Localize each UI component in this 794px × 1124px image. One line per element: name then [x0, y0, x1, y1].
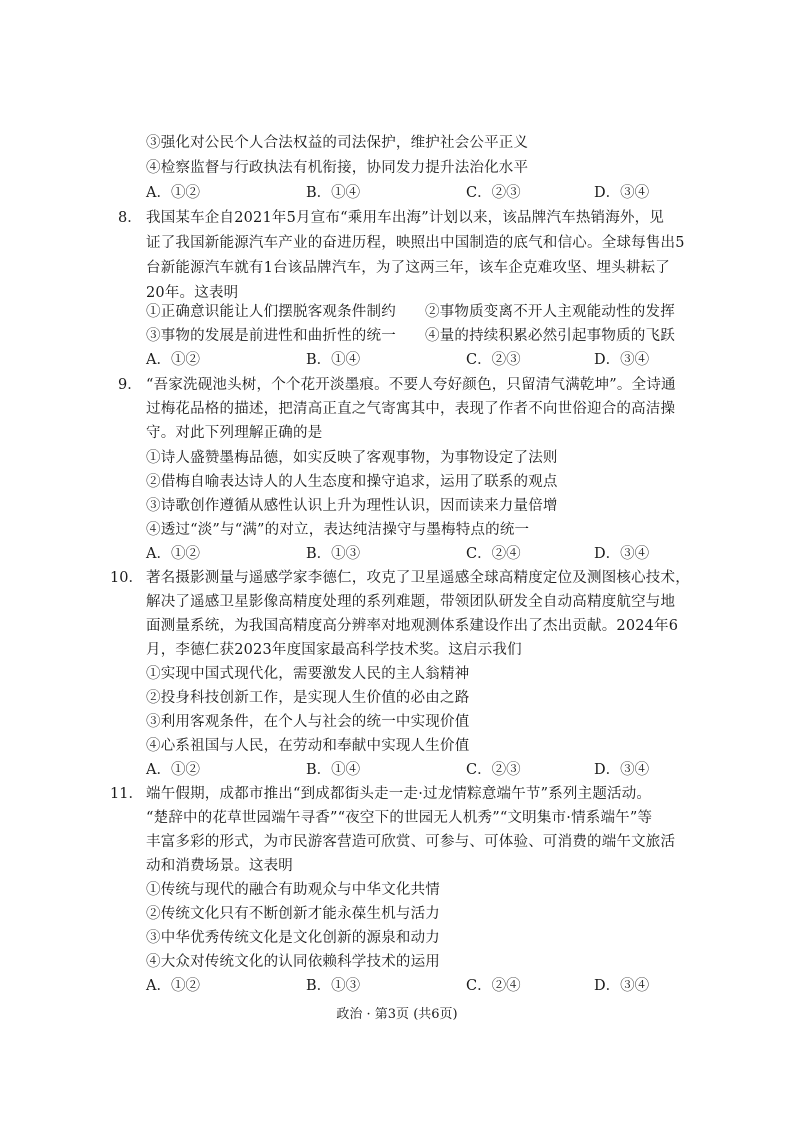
q8-item-3: ③事物的发展是前进性和曲折性的统一 [146, 328, 396, 344]
q10-option-b: B．①④ [306, 762, 361, 778]
q9-option-d: D．③④ [594, 546, 650, 562]
q11-stem-line-3: 丰富多彩的形式，为市民游客营造可欣赏、可参与、可体验、可消费的端午文旅活 [146, 834, 676, 850]
q10-stem-line-4: 月，李德仁获2023年度国家最高科学技术奖。这启示我们 [146, 642, 522, 658]
q11-option-a: A．①② [146, 978, 200, 994]
q8-stem-line-3: 台新能源汽车就有1台该品牌汽车，为了这两三年，该车企克难攻坚、埋头耕耘了 [146, 260, 670, 276]
q9-number: 9． [118, 377, 142, 393]
q11-stem-line-1: 端午假期，成都市推出“到成都街头走一走·过龙情粽意端午节”系列主题活动。 [146, 786, 652, 802]
q10-stem-line-2: 解决了遥感卫星影像高精度处理的系列难题，带领团队研发全自动高精度航空与地 [146, 594, 676, 610]
q10-item-3: ③利用客观条件，在个人与社会的统一中实现价值 [146, 714, 470, 730]
q11-stem-line-4: 动和消费场景。这表明 [146, 858, 293, 874]
q11-option-b: B．①③ [306, 978, 361, 994]
q10-option-c: C．②③ [466, 762, 521, 778]
q10-option-a: A．①② [146, 762, 200, 778]
q10-item-2: ②投身科技创新工作，是实现人生价值的必由之路 [146, 690, 470, 706]
q7-option-b: B．①④ [306, 185, 361, 201]
q8-option-c: C．②③ [466, 352, 521, 368]
q9-stem-line-1: “吾家洗砚池头树，个个花开淡墨痕。不要人夸好颜色，只留清气满乾坤”。全诗通 [146, 377, 676, 393]
q7-item-4: ④检察监督与行政执法有机衔接，协同发力提升法治化水平 [146, 160, 529, 176]
q11-item-4: ④大众对传统文化的认同依赖科学技术的运用 [146, 954, 440, 970]
q9-option-b: B．①③ [306, 546, 361, 562]
q10-stem-line-1: 著名摄影测量与遥感学家李德仁，攻克了卫星遥感全球高精度定位及测图核心技术， [146, 570, 690, 586]
q7-option-a: A．①② [146, 185, 200, 201]
q9-option-a: A．①② [146, 546, 200, 562]
page-footer: 政治 · 第3页 (共6页) [336, 1007, 458, 1022]
q11-option-d: D．③④ [594, 978, 650, 994]
q10-item-1: ①实现中国式现代化，需要激发人民的主人翁精神 [146, 666, 470, 682]
q8-number: 8． [118, 210, 142, 226]
q11-item-3: ③中华优秀传统文化是文化创新的源泉和动力 [146, 930, 440, 946]
q10-number: 10． [110, 570, 143, 586]
q9-stem-line-2: 过梅花品格的描述，把清高正直之气寄寓其中，表现了作者不向世俗迎合的高洁操 [146, 401, 676, 417]
q11-item-2: ②传统文化只有不断创新才能永葆生机与活力 [146, 906, 440, 922]
q10-option-d: D．③④ [594, 762, 650, 778]
q10-item-4: ④心系祖国与人民，在劳动和奉献中实现人生价值 [146, 738, 470, 754]
q9-item-3: ③诗歌创作遵循从感性认识上升为理性认识，因而读来力量倍增 [146, 498, 558, 514]
q8-item-4: ④量的持续积累必然引起事物质的飞跃 [425, 328, 675, 344]
q8-option-a: A．①② [146, 352, 200, 368]
q7-option-c: C．②③ [466, 185, 521, 201]
q8-stem-line-1: 我国某车企自2021年5月宣布“乘用车出海”计划以来，该品牌汽车热销海外，见 [146, 210, 665, 226]
q8-item-1: ①正确意识能让人们摆脱客观条件制约 [146, 304, 396, 320]
q11-item-1: ①传统与现代的融合有助观众与中华文化共情 [146, 882, 440, 898]
q8-option-d: D．③④ [594, 352, 650, 368]
q9-option-c: C．②④ [466, 546, 521, 562]
q9-item-2: ②借梅自喻表达诗人的人生态度和操守追求，运用了联系的观点 [146, 474, 558, 490]
q8-option-b: B．①④ [306, 352, 361, 368]
q8-stem-line-4: 20年。这表明 [146, 285, 239, 301]
q7-item-3: ③强化对公民个人合法权益的司法保护，维护社会公平正义 [146, 135, 529, 151]
q9-item-1: ①诗人盛赞墨梅品德，如实反映了客观事物，为事物设定了法则 [146, 450, 558, 466]
q8-item-2: ②事物质变离不开人主观能动性的发挥 [425, 304, 675, 320]
q9-stem-line-3: 守。对此下列理解正确的是 [146, 425, 323, 441]
q7-option-d: D．③④ [594, 185, 650, 201]
q11-option-c: C．②④ [466, 978, 521, 994]
q11-stem-line-2: “楚辞中的花草世园端午寻香”“夜空下的世园无人机秀”“文明集市·情系端午”等 [146, 810, 653, 826]
q8-stem-line-2: 证了我国新能源汽车产业的奋进历程，映照出中国制造的底气和信心。全球每售出5 [146, 235, 685, 251]
q10-stem-line-3: 面测量系统，为我国高精度高分辨率对地观测体系建设作出了杰出贡献。2024年6 [146, 618, 679, 634]
q11-number: 11． [110, 786, 143, 802]
q9-item-4: ④透过“淡”与“满”的对立，表达纯洁操守与墨梅特点的统一 [146, 522, 530, 538]
